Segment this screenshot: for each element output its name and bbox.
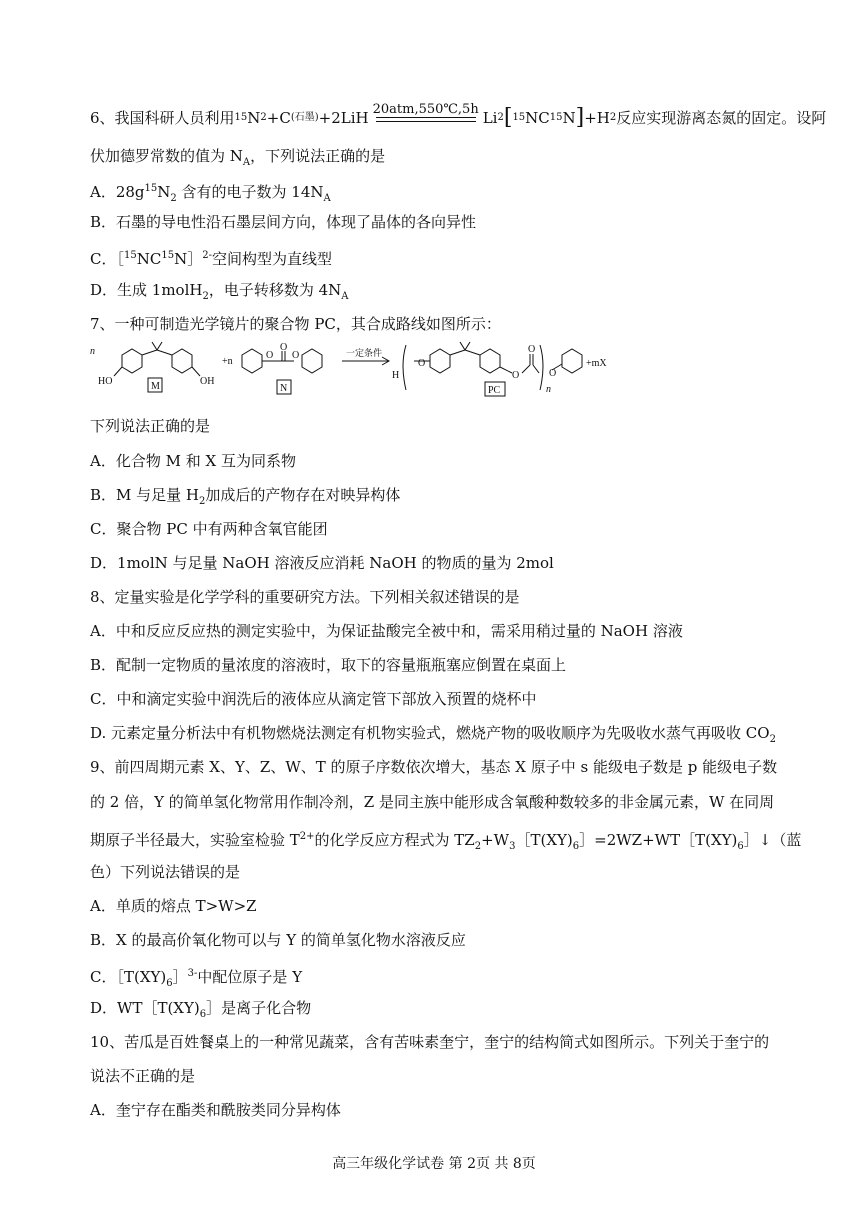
repeat-n: n — [546, 384, 551, 395]
coef-n2: +n — [222, 356, 233, 367]
benzene-ring-icon — [242, 349, 262, 373]
h-label: H — [392, 370, 400, 381]
q7-option-a: A．化合物 M 和 X 互为同系物 — [90, 452, 296, 470]
option-text: A．28g — [90, 183, 145, 201]
option-text: ，电子转移数为 4N — [208, 281, 342, 299]
subscript: 2 — [202, 291, 209, 302]
option-text: N］ — [174, 250, 203, 268]
option-text: ］是离子化合物 — [206, 999, 312, 1017]
q6-stem-line1 — [90, 102, 827, 130]
ho-label: HO — [98, 376, 113, 387]
stem-text: ］=2WZ+WT［T(XY) — [579, 831, 738, 849]
page-footer: 高三年级化学试卷 第 2页 共 8页 — [332, 1156, 536, 1172]
charge: 3- — [187, 968, 198, 979]
q6-prefix: 6、我国科研人员利用 — [90, 109, 235, 127]
option-text: 空间构型为直线型 — [211, 250, 332, 268]
option-text: C．［ — [90, 250, 124, 268]
subscript: 2 — [769, 734, 776, 745]
product-inner: NC — [525, 109, 550, 127]
stem-text: 的化学反应方程式为 TZ — [314, 831, 475, 849]
isotope-15: 15 — [512, 112, 526, 123]
q7-option-c: C．聚合物 PC 中有两种含氧官能团 — [90, 520, 328, 538]
byproduct-x: +mX — [586, 358, 607, 369]
isotope-15: 15 — [549, 112, 563, 123]
label-pc: PC — [488, 385, 501, 396]
lih-term: +2LiH — [318, 109, 369, 127]
reaction-condition: 20atm,550℃,5h — [372, 102, 479, 117]
q9-option-b: B．X 的最高价氧化物可以与 Y 的简单氢化物水溶液反应 — [90, 931, 466, 949]
option-text: D．WT［T(XY) — [90, 999, 200, 1017]
o-label: O — [266, 350, 274, 361]
nitrogen-symbol: N — [562, 109, 576, 127]
subscript: 6 — [737, 841, 744, 852]
subscript: A — [323, 193, 331, 204]
benzene-ring-icon — [122, 349, 142, 373]
charge: 2- — [202, 250, 212, 261]
o-label: O — [549, 368, 557, 379]
subscript: 6 — [199, 1009, 207, 1020]
q8-option-d — [90, 723, 788, 750]
q6-option-c — [90, 246, 788, 269]
subscript: 2 — [474, 841, 482, 852]
stem-text: 期原子半径最大，实验室检验 T — [90, 831, 300, 849]
q9-option-c — [90, 964, 788, 994]
q9-stem-line2: 的 2 倍，Y 的简单氢化物常用作制冷剂，Z 是同主族中能形成含氧酸种数较多的非金属元素，W 在同周 — [90, 793, 775, 811]
option-text: NC — [136, 250, 162, 268]
equals-arrow-icon — [376, 117, 476, 122]
q8-option-b: B．配制一定物质的量浓度的溶液时，取下的容量瓶瓶塞应倒置在桌面上 — [90, 656, 567, 674]
stem-text: ［T(XY) — [515, 831, 573, 849]
q7-ask: 下列说法正确的是 — [90, 417, 211, 435]
q8-option-c: C．中和滴定实验中润洗后的液体应从滴定管下部放入预置的烧杯中 — [90, 690, 537, 708]
q8-option-a: A．中和反应反应热的测定实验中，为保证盐酸完全被中和，需采用稍过量的 NaOH 溶液 — [90, 622, 683, 640]
q6-line2-tail: ，下列说法正确的是 — [250, 147, 386, 165]
benzene-ring-icon — [302, 349, 322, 373]
subscript: 2 — [260, 112, 267, 123]
q10-stem-line1: 10、苦瓜是百姓餐桌上的一种常见蔬菜，含有苦味素奎宁，奎宁的结构简式如图所示。下列关于奎宁的 — [90, 1033, 770, 1051]
charge: 2+ — [299, 831, 315, 842]
h2-term: +H — [584, 109, 610, 127]
option-text: ］ — [172, 968, 188, 986]
isotope-15: 15 — [161, 250, 175, 261]
q6-option-b: B．石墨的导电性沿石墨层间方向，体现了晶体的各向异性 — [90, 213, 477, 231]
q7-option-b — [90, 485, 788, 512]
option-text: B．M 与足量 H — [90, 486, 199, 504]
q10-option-a: A．奎宁存在酯类和酰胺类同分异构体 — [90, 1101, 341, 1119]
q10-stem-line2: 说法不正确的是 — [90, 1067, 196, 1085]
subscript: 2 — [497, 112, 504, 123]
graphite-note: (石墨) — [290, 112, 319, 123]
stem-text: ］↓（蓝 — [743, 831, 802, 849]
nitrogen-symbol: N — [247, 109, 261, 127]
benzene-ring-icon — [430, 349, 450, 373]
subscript: 3 — [509, 841, 516, 852]
subscript: 2 — [609, 112, 617, 123]
q6-suffix: 反应实现游离态氮的固定。设阿 — [616, 109, 827, 127]
q6-option-d — [90, 280, 788, 307]
left-bracket-icon: [ — [503, 105, 513, 130]
q7-stem: 7、一种可制造光学镜片的聚合物 PC，其合成路线如图所示： — [90, 315, 501, 333]
q9-option-d — [90, 998, 788, 1025]
q8-stem: 8、定量实验是化学学科的重要研究方法。下列相关叙述错误的是 — [90, 588, 520, 606]
o-label: O — [418, 358, 426, 369]
o-label: O — [292, 350, 300, 361]
oh-label: OH — [200, 376, 215, 387]
label-m: M — [151, 381, 160, 392]
option-text: C．［T(XY) — [90, 968, 167, 986]
option-text: N — [157, 183, 171, 201]
isotope-15: 15 — [144, 183, 158, 194]
option-text: D. 元素定量分析法中有机物燃烧法测定有机物实验式，燃烧产物的吸收顺序为先吸收水蒸气再吸收 CO — [90, 724, 770, 742]
option-text: 中配位原子是 Y — [197, 968, 303, 986]
stem-text: +W — [481, 831, 510, 849]
q9-stem-line1: 9、前四周期元素 X、Y、Z、W、T 的原子序数依次增大，基态 X 原子中 s 能级电子数是 p 能级电子数 — [90, 758, 778, 776]
o-label: O — [512, 370, 520, 381]
coef-n: n — [90, 346, 95, 357]
benzene-ring-icon — [562, 349, 582, 373]
q7-synthesis-scheme — [84, 340, 784, 410]
carbon-term: +C — [266, 109, 291, 127]
q9-option-a: A．单质的熔点 T>W>Z — [90, 897, 257, 915]
o-label: O — [528, 344, 536, 355]
isotope-15: 15 — [234, 112, 248, 123]
subscript: A — [341, 291, 349, 302]
option-text: 加成后的产物存在对映异构体 — [205, 486, 401, 504]
q9-stem-line3 — [90, 827, 802, 857]
label-n: N — [280, 383, 288, 394]
arrow-condition: 一定条件 — [346, 348, 383, 358]
subscript: 2 — [199, 496, 206, 507]
q7-option-d: D．1molN 与足量 NaOH 溶液反应消耗 NaOH 的物质的量为 2mol — [90, 554, 554, 572]
isotope-15: 15 — [123, 250, 137, 261]
subscript: 2 — [170, 193, 177, 204]
o-label: O — [280, 342, 288, 353]
option-text: D．生成 1molH — [90, 281, 203, 299]
benzene-ring-icon — [172, 349, 192, 373]
q6-option-a — [90, 179, 788, 209]
reaction-arrow — [373, 103, 479, 128]
benzene-ring-icon — [480, 349, 500, 373]
subscript: 6 — [166, 978, 173, 989]
subscript: 6 — [572, 841, 580, 852]
q6-stem-line2 — [90, 146, 788, 173]
subscript: A — [242, 157, 251, 168]
q6-line2: 伏加德罗常数的值为 N — [90, 147, 243, 165]
option-text: 含有的电子数为 14N — [176, 183, 324, 201]
right-bracket-icon: ] — [575, 105, 585, 130]
q9-stem-line4: 色）下列说法错误的是 — [90, 863, 241, 881]
product-li: Li — [482, 109, 498, 127]
